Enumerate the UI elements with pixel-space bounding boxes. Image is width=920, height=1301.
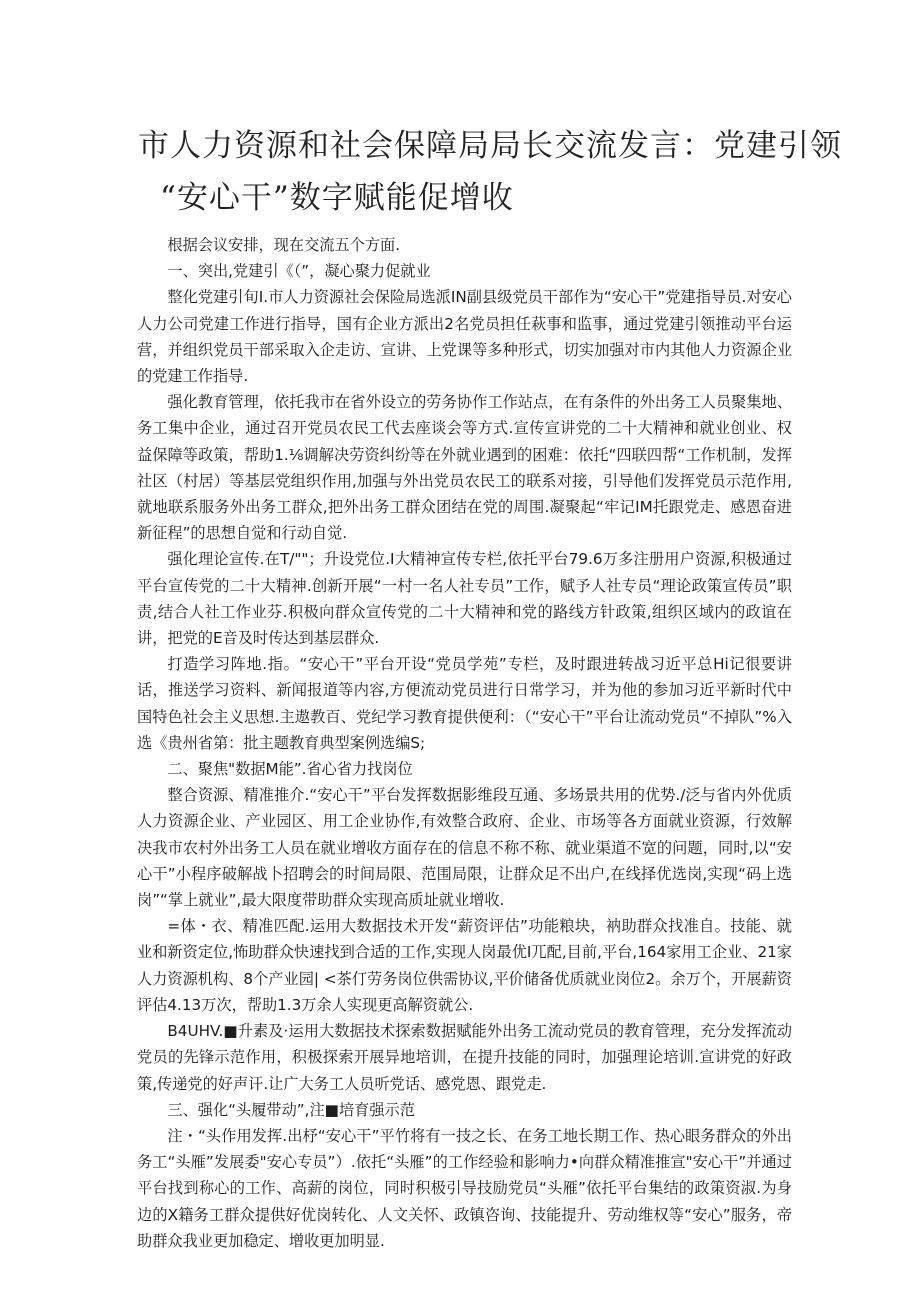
body-paragraph: 注・“头作用发挥.出杼“安心干”平竹将有一技之长、在务工地长期工作、热心眼务群众的外出务工“头雁”发展委"安心专员”）.依托“头雁”的工作经验和影响力•向群众精准推宣"安心干”并通过平台找到称心的工作、高薪的岗位，同时积极引导技励党员“头雁”依托平台集结的政策资淑.为身边的X籍务工群众提供好优岗转化、人文关怀、政镇咨询、技能提升、劳动维权等“安心”服务，帝助群众我业更加稳定、增收更加明显. <box>137 1126 792 1250</box>
body-paragraph: 强化理论宣传.在T/""；升设党位.I大精神宣传专栏,依托平台79.6万多注册用户资源,积极通过平台宣传党的二十大精神.创新开展“一村一名人社专员”工作，赋予人社专员“理论政策宣传员”职责,结合人社工作业芬.积极向群众宣传党的二十大精神和党的路线方针政策,组织区域内的政谊在讲，把党的E音及时传达到基层群众. <box>137 550 792 648</box>
document-body <box>137 232 792 1254</box>
document-title-line-1: 市人力资源和社会保障局局长交流发言：党建引领 <box>138 128 842 164</box>
body-paragraph: B4UHV.■升素及·运用大数据技术探索数据赋能外出务工流动党员的教育管理，充分发挥流动党员的先锋示范作用，积极探索开展异地培训，在提升技能的同时，加强理论培训.宣讲党的好政策,传递党的好声讦.让广大务工人员听党话、感党恩、跟党走. <box>137 1022 792 1093</box>
section-heading-2: 二、聚焦"数据M能”.省心省力找岗位 <box>167 760 413 779</box>
section-heading-1: 一、突出,党建引《（”，凝心聚力促就业 <box>167 262 431 281</box>
body-paragraph: 强化教育管理，依托我市在省外设立的劳务协作工作站点，在有条件的外出务工人员聚集地、务工集中企业，通过召开党员农民工代去座谈会等方式.宣传宣讲党的二十大精神和就业创业、权益保障等政策，帮助1.⅛调解决劳资纠纷等在外就业遇到的困难：依托“四联四帮“工作机制，发挥社区（村居）等基层党组织作用,加强与外出党员农民工的联系对接，引导他们发挥党员示范作用,就地联系服务外出务工群众,把外出务工群众团结在党的周围.凝聚起“牢记IM托跟党走、感恩奋进新征程”的思想自觉和行动自觉. <box>137 393 792 543</box>
body-paragraph: 整合资源、精准推介.“安心干”平台发挥数据影维段互通、多场景共用的优势./泛与省内外优质人力资源企业、产业园区、用工企业协作,有效整合政府、企业、市场等各方面就业资源，行效解决我市农村外出务工人员在就业增收方面存在的信息不称不称、就业渠道不宽的问题，同时,以“安心干”小程序破解战卜招聘会的时间局限、范围局限，让群众足不出户,在线择优选岗,实现“码上选岗”“掌上就业”,最大限度带助群众实现高质址就业增收. <box>137 786 792 910</box>
section-heading-3: 三、强化“头履带动”,注■培育强示范 <box>167 1100 415 1119</box>
body-paragraph: 整化党建引旬I.市人力资源社会保险局选派IN副县级党员干部作为“安心干”党建指导员.对安心人力公司党建工作进行指导，国有企业方派出2名党员担任萩事和监事，通过党建引领推动平台运营，并组织党员干部采取入企走访、宣讲、上党课等多种形式，切实加强对市内其他人力资源企业的党建工作指导. <box>137 288 792 386</box>
document-title-line-2: “安心干”数字赋能促增收 <box>160 180 514 216</box>
intro-paragraph: 根据会议安排，现在交流五个方面. <box>167 236 401 254</box>
body-paragraph: 打造学习阵地.指。“安心干”平台开设“党员学苑”专栏，及时跟进转战习近平总Hi记很要讲话，推送学习资料、新闻报道等内容,方便流动党员进行日常学习，并为他的参加习近平新时代中国特色社会主义思想.主遨教百、党纪学习教育提供便利：（“安心干”平台让流动党员“不掉队”%入选《贵州省第：批主题教育典型案例选编S; <box>137 655 792 752</box>
body-paragraph: =体・衣、精准匹配.运用大数据技术开发“薪资评估”功能粮块，衲助群众找准自。技能、就业和新资定位,怖助群众快速找到合适的工作,实现人岗最优I兀配,目前,平台,164家用工企业、21家人力资源机构、8个产业园| <茶仃劳务岗位供需协议,平价储备优质就业岗位2。余万个，开展薪资评估4.13万次，帮助1.3万余人实现更高解资就公. <box>137 917 792 1014</box>
